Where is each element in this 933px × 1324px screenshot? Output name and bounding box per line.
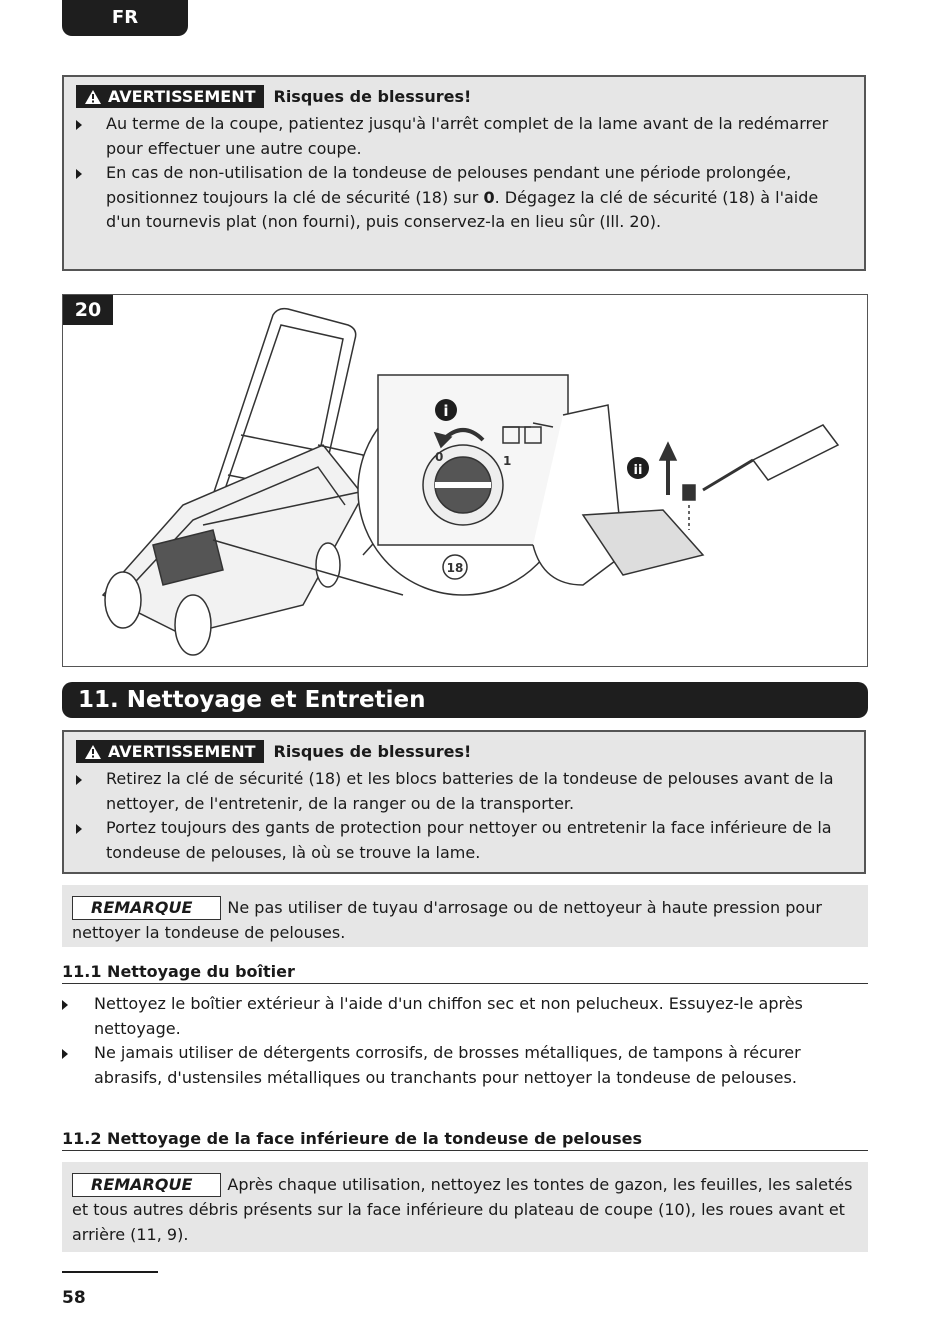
part-label-18: 18: [446, 561, 464, 575]
warning-box-2: [62, 730, 866, 874]
figure-number: 20: [63, 295, 113, 325]
page-number: 58: [62, 1288, 86, 1308]
warning-triangle-icon: [84, 744, 102, 760]
warning-item: En cas de non-utilisation de la tondeuse de pelouses pendant une période prolongée, positionnez toujours la clé de sécurité (18) sur 0. Dégagez la clé de sécurité (18) à l'aide d'un tournevis plat (non fourni), puis conservez-la en lieu sûr (Ill. 20).: [76, 161, 850, 235]
note-text: Ne pas utiliser de tuyau d'arrosage ou de nettoyeur à haute pression pour nettoyer la tondeuse de pelouses.: [72, 898, 822, 942]
figure-20: [62, 294, 868, 667]
warning-title: Risques de blessures!: [273, 742, 472, 761]
callout-ii: ii: [633, 463, 643, 478]
note-text: Après chaque utilisation, nettoyez les tontes de gazon, les feuilles, les saletés et tous autres débris présents sur la face inférieure du plateau de coupe (10), les roues avant et arrière (11, 9).: [72, 1175, 853, 1244]
note-label: REMARQUE: [72, 896, 221, 920]
warning-item: Portez toujours des gants de protection pour nettoyer ou entretenir la face inférieure de la tondeuse de pelouses, là où se trouve la lame.: [76, 816, 850, 865]
language-tab: FR: [62, 0, 188, 36]
lawnmower-illustration: [63, 295, 866, 665]
footer-rule: [62, 1271, 158, 1273]
warning-box-1: [62, 75, 866, 271]
note-label: REMARQUE: [72, 1173, 221, 1197]
dial-label-1: 1: [503, 454, 512, 468]
note-box-2: [62, 1162, 868, 1252]
subsection-list: [62, 992, 868, 1090]
warning-item: Au terme de la coupe, patientez jusqu'à l'arrêt complet de la lame avant de la redémarrer pour effectuer une autre coupe.: [76, 112, 850, 161]
subsection-heading: 11.2 Nettoyage de la face inférieure de la tondeuse de pelouses: [62, 1129, 868, 1151]
section-title: 11. Nettoyage et Entretien: [62, 682, 868, 718]
warning-item: Retirez la clé de sécurité (18) et les blocs batteries de la tondeuse de pelouses avant de la nettoyer, de l'entretenir, de la ranger ou de la transporter.: [76, 767, 850, 816]
list-item: Nettoyez le boîtier extérieur à l'aide d'un chiffon sec et non pelucheux. Essuyez-le après nettoyage.: [62, 992, 868, 1041]
dial-label-0: 0: [435, 450, 444, 464]
warning-badge: AVERTISSEMENT: [76, 85, 264, 108]
note-box-1: [62, 885, 868, 947]
warning-title: Risques de blessures!: [273, 87, 472, 106]
callout-i: i: [443, 402, 449, 420]
warning-badge: AVERTISSEMENT: [76, 740, 264, 763]
list-item: Ne jamais utiliser de détergents corrosifs, de brosses métalliques, de tampons à récurer abrasifs, d'ustensiles métalliques ou tranchants pour nettoyer la tondeuse de pelouses.: [62, 1041, 868, 1090]
subsection-heading: 11.1 Nettoyage du boîtier: [62, 962, 868, 984]
warning-triangle-icon: [84, 89, 102, 105]
